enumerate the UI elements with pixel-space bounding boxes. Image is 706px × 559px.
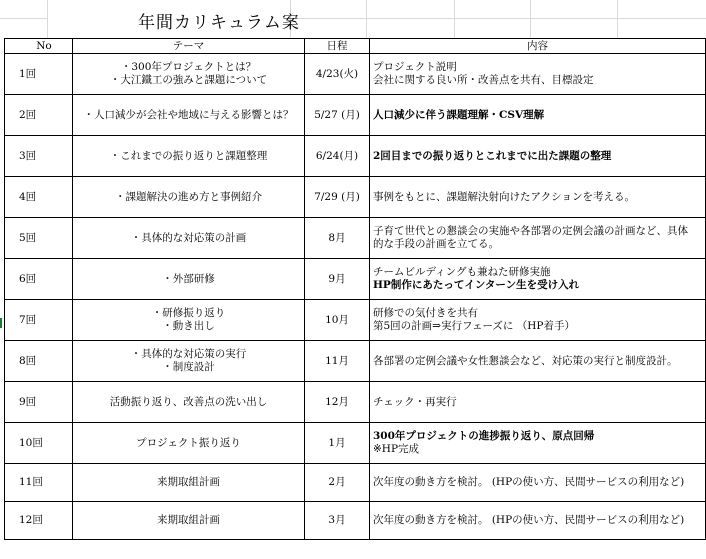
header-no: No <box>5 39 73 54</box>
curriculum-table <box>4 38 706 540</box>
session-theme <box>73 300 305 341</box>
session-theme <box>73 382 305 423</box>
session-content <box>370 95 706 136</box>
content-line: 子育て世代との懇談会の実施や各部署の定例会議の計画など、具体 <box>373 225 688 237</box>
session-content <box>370 177 706 218</box>
table-row <box>5 136 706 177</box>
table-row <box>5 177 706 218</box>
content-line: 的な手段の計画を立てる。 <box>373 238 499 250</box>
theme-line: ・動き出し <box>162 320 215 332</box>
session-content <box>370 54 706 95</box>
theme-line: 活動振り返り、改善点の洗い出し <box>109 395 268 408</box>
session-theme <box>73 502 305 540</box>
page-title: 年間カリキュラム案 <box>138 13 300 33</box>
session-theme <box>73 259 305 300</box>
session-theme <box>73 95 305 136</box>
session-theme <box>73 136 305 177</box>
header-content: 内容 <box>370 39 706 54</box>
session-date: 9月 <box>305 259 370 300</box>
content-line: 2回目までの振り返りとこれまでに出た課題の整理 <box>373 149 612 162</box>
session-date: 5/27 (月) <box>305 95 370 136</box>
session-date: 2月 <box>305 464 370 502</box>
content-line: 人口減少に伴う課題理解・CSV理解 <box>373 108 545 121</box>
session-number: 8回 <box>5 341 73 382</box>
theme-line: ・具体的な対応策の計画 <box>130 231 247 244</box>
session-number: 11回 <box>5 464 73 502</box>
table-row <box>5 341 706 382</box>
table-row <box>5 382 706 423</box>
theme-line: ・課題解決の進め方と事例紹介 <box>115 190 262 203</box>
table-row <box>5 464 706 502</box>
content-line: チームビルディングも兼ねた研修実施 <box>373 266 551 278</box>
content-line: 次年度の動き方を検討。 (HPの使い方、民間サービスの利用など) <box>373 476 685 488</box>
session-date: 4/23(火) <box>305 54 370 95</box>
session-date: 12月 <box>305 382 370 423</box>
session-number: 4回 <box>5 177 73 218</box>
table-body <box>5 54 706 540</box>
theme-line: プロジェクト振り返り <box>136 436 241 449</box>
header-theme: テーマ <box>73 39 305 54</box>
content-line: 研修での気付きを共有 <box>373 307 478 319</box>
session-theme <box>73 177 305 218</box>
content-line: 事例をもとに、課題解決射向けたアクションを考える。 <box>373 190 635 203</box>
session-date: 7/29 (月) <box>305 177 370 218</box>
table-row <box>5 218 706 259</box>
session-number: 3回 <box>5 136 73 177</box>
table-header-row <box>5 39 706 54</box>
theme-line: ・300年プロジェクトとは？ <box>120 61 257 73</box>
session-content <box>370 423 706 464</box>
content-line: ※HP完成 <box>373 443 420 455</box>
session-date: 1月 <box>305 423 370 464</box>
content-line: チェック・再実行 <box>373 395 457 408</box>
table-row <box>5 95 706 136</box>
session-content <box>370 300 706 341</box>
session-content <box>370 136 706 177</box>
content-line: 各部署の定例会議や女性懇談会など、対応策の実行と制度設計。 <box>373 354 678 367</box>
session-number: 9回 <box>5 382 73 423</box>
table-row <box>5 54 706 95</box>
theme-line: ・研修振り返り <box>151 307 226 319</box>
session-number: 12回 <box>5 502 73 540</box>
session-date: 6/24(月) <box>305 136 370 177</box>
theme-line: ・これまでの振り返りと課題整理 <box>109 149 268 162</box>
table-row <box>5 300 706 341</box>
session-theme <box>73 218 305 259</box>
session-theme <box>73 464 305 502</box>
theme-line: ・制度設計 <box>162 361 215 373</box>
session-content <box>370 341 706 382</box>
session-date: 3月 <box>305 502 370 540</box>
session-content <box>370 259 706 300</box>
theme-line: ・具体的な対応策の実行 <box>130 348 247 360</box>
session-date: 10月 <box>305 300 370 341</box>
theme-line: 来期取組計画 <box>157 476 220 488</box>
session-number: 2回 <box>5 95 73 136</box>
session-number: 7回 <box>5 300 73 341</box>
session-content <box>370 218 706 259</box>
theme-line: ・外部研修 <box>162 272 215 285</box>
table-row <box>5 259 706 300</box>
table-row <box>5 502 706 540</box>
content-line: 次年度の動き方を検討。 (HPの使い方、民間サービスの利用など) <box>373 514 685 526</box>
session-theme <box>73 54 305 95</box>
content-line: 300年プロジェクトの進捗振り返り、原点回帰 <box>373 430 595 442</box>
session-theme <box>73 423 305 464</box>
theme-line: ・大江鐵工の強みと課題について <box>109 74 268 86</box>
content-line: 第5回の計画⇒実行フェーズに （HP着手） <box>373 320 575 332</box>
theme-line: ・人口減少が会社や地域に与える影響とは？ <box>83 108 294 121</box>
title-area-grid <box>0 0 706 38</box>
session-number: 10回 <box>5 423 73 464</box>
content-line: プロジェクト説明 <box>373 61 457 73</box>
session-number: 5回 <box>5 218 73 259</box>
session-content <box>370 464 706 502</box>
table-row <box>5 423 706 464</box>
session-number: 6回 <box>5 259 73 300</box>
content-line: HP制作にあたってインターン生を受け入れ <box>373 279 580 291</box>
session-number: 1回 <box>5 54 73 95</box>
session-content <box>370 502 706 540</box>
theme-line: 来期取組計画 <box>157 514 220 526</box>
session-date: 11月 <box>305 341 370 382</box>
header-date: 日程 <box>305 39 370 54</box>
content-line: 会社に関する良い所・改善点を共有、目標設定 <box>373 74 594 86</box>
session-date: 8月 <box>305 218 370 259</box>
session-theme <box>73 341 305 382</box>
row-marker <box>0 318 2 328</box>
session-content <box>370 382 706 423</box>
